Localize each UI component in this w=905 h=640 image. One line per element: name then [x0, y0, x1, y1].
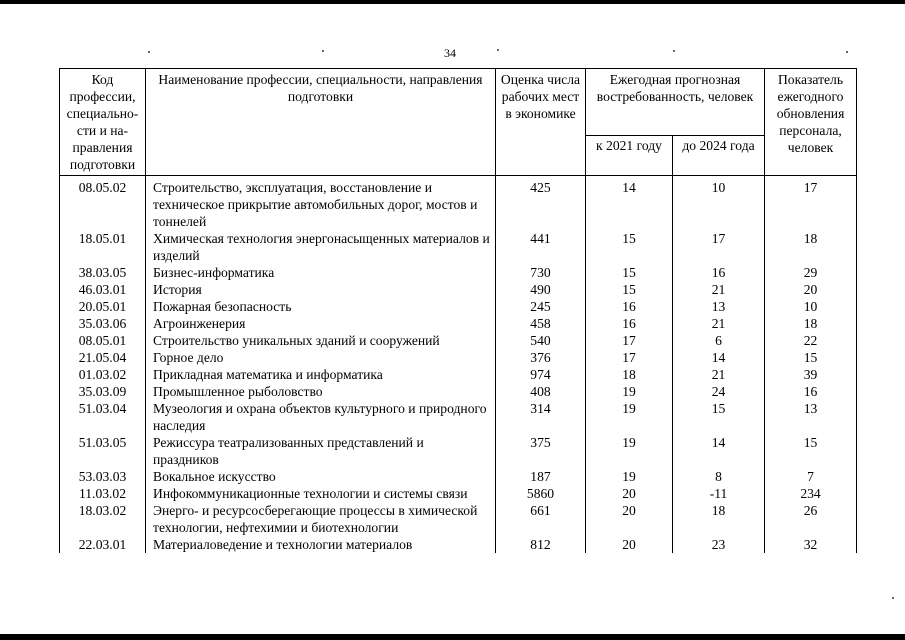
row-name: Агроинженерия: [146, 315, 496, 332]
row-renewal: 7: [765, 468, 857, 485]
row-name: Вокальное искусство: [146, 468, 496, 485]
row-demand-2024: 18: [673, 502, 765, 536]
row-renewal: 39: [765, 366, 857, 383]
header-estimate: Оценка числа рабочих мест в экономике: [496, 69, 586, 176]
row-code: 18.03.02: [60, 502, 146, 536]
row-estimate: 187: [496, 468, 586, 485]
row-code: 51.03.04: [60, 400, 146, 434]
row-renewal: 10: [765, 298, 857, 315]
row-code: 21.05.04: [60, 349, 146, 366]
row-demand-2021: 16: [586, 315, 673, 332]
row-demand-2024: 16: [673, 264, 765, 281]
row-estimate: 458: [496, 315, 586, 332]
row-demand-2021: 19: [586, 383, 673, 400]
table-row: [60, 485, 857, 502]
row-demand-2021: 19: [586, 468, 673, 485]
row-name: Инфокоммуникационные технологии и системы связи: [146, 485, 496, 502]
row-demand-2024: 23: [673, 536, 765, 553]
table-row: [60, 332, 857, 349]
row-code: 53.03.03: [60, 468, 146, 485]
row-renewal: 15: [765, 349, 857, 366]
row-demand-2024: 8: [673, 468, 765, 485]
table-row: [60, 366, 857, 383]
row-estimate: 5860: [496, 485, 586, 502]
row-demand-2021: 15: [586, 230, 673, 264]
row-renewal: 234: [765, 485, 857, 502]
row-demand-2024: 13: [673, 298, 765, 315]
row-renewal: 17: [765, 176, 857, 231]
row-name: Строительство уникальных зданий и сооружений: [146, 332, 496, 349]
row-estimate: 540: [496, 332, 586, 349]
row-demand-2021: 15: [586, 264, 673, 281]
row-demand-2024: 21: [673, 366, 765, 383]
row-estimate: 490: [496, 281, 586, 298]
row-estimate: 408: [496, 383, 586, 400]
row-renewal: 18: [765, 230, 857, 264]
row-name: Строительство, эксплуатация, восстановление и техническое прикрытие автомобильных дорог, мостов и тоннелей: [146, 176, 496, 231]
row-name: Энерго- и ресурсосберегающие процессы в химической технологии, нефтехимии и биотехнологии: [146, 502, 496, 536]
row-demand-2021: 20: [586, 485, 673, 502]
table-row: [60, 349, 857, 366]
row-estimate: 974: [496, 366, 586, 383]
row-demand-2021: 17: [586, 332, 673, 349]
row-name: Пожарная безопасность: [146, 298, 496, 315]
row-code: 35.03.06: [60, 315, 146, 332]
row-demand-2024: 24: [673, 383, 765, 400]
row-estimate: 730: [496, 264, 586, 281]
table-row: [60, 434, 857, 468]
row-name: Прикладная математика и информатика: [146, 366, 496, 383]
row-estimate: 441: [496, 230, 586, 264]
row-name: Бизнес-информатика: [146, 264, 496, 281]
scan-speck: [892, 597, 894, 599]
scan-speck: [148, 51, 150, 53]
row-demand-2021: 20: [586, 502, 673, 536]
row-code: 11.03.02: [60, 485, 146, 502]
row-demand-2021: 18: [586, 366, 673, 383]
row-code: 35.03.09: [60, 383, 146, 400]
row-name: Музеология и охрана объектов культурного и природного наследия: [146, 400, 496, 434]
table-row: [60, 264, 857, 281]
table-row: [60, 230, 857, 264]
table-row: [60, 281, 857, 298]
scan-speck: [497, 49, 499, 51]
row-demand-2024: 14: [673, 434, 765, 468]
row-code: 01.03.02: [60, 366, 146, 383]
row-code: 22.03.01: [60, 536, 146, 553]
scan-bottom-edge: [0, 634, 905, 640]
row-name: Промышленное рыболовство: [146, 383, 496, 400]
row-demand-2021: 16: [586, 298, 673, 315]
row-renewal: 18: [765, 315, 857, 332]
row-estimate: 375: [496, 434, 586, 468]
row-estimate: 245: [496, 298, 586, 315]
row-name: Режиссура театрализованных представлений и праздников: [146, 434, 496, 468]
row-demand-2024: 14: [673, 349, 765, 366]
row-renewal: 13: [765, 400, 857, 434]
row-name: Горное дело: [146, 349, 496, 366]
row-code: 08.05.01: [60, 332, 146, 349]
row-demand-2021: 19: [586, 400, 673, 434]
row-estimate: 661: [496, 502, 586, 536]
scan-speck: [673, 50, 675, 52]
header-name: Наименование профессии, специальности, направления подготовки: [146, 69, 496, 176]
row-estimate: 314: [496, 400, 586, 434]
header-demand-2021: к 2021 году: [586, 136, 673, 176]
header-demand: Ежегодная прогнозная востребованность, человек: [586, 69, 765, 136]
header-code: Код профессии, специально-сти и на-правления подготовки: [60, 69, 146, 176]
row-estimate: 812: [496, 536, 586, 553]
row-demand-2024: 6: [673, 332, 765, 349]
row-code: 38.03.05: [60, 264, 146, 281]
demand-table: [59, 68, 857, 553]
row-code: 20.05.01: [60, 298, 146, 315]
scan-speck: [846, 51, 848, 53]
header-demand-2024: до 2024 года: [673, 136, 765, 176]
row-estimate: 425: [496, 176, 586, 231]
row-demand-2024: -11: [673, 485, 765, 502]
table-row: [60, 298, 857, 315]
row-renewal: 15: [765, 434, 857, 468]
table-row: [60, 400, 857, 434]
row-code: 51.03.05: [60, 434, 146, 468]
row-renewal: 32: [765, 536, 857, 553]
row-renewal: 29: [765, 264, 857, 281]
row-demand-2021: 17: [586, 349, 673, 366]
table-row: [60, 502, 857, 536]
row-demand-2021: 19: [586, 434, 673, 468]
row-demand-2021: 14: [586, 176, 673, 231]
row-demand-2021: 15: [586, 281, 673, 298]
table-row: [60, 383, 857, 400]
row-demand-2024: 21: [673, 281, 765, 298]
row-name: Материаловедение и технологии материалов: [146, 536, 496, 553]
header-renewal: Показатель ежегодного обновления персонала, человек: [765, 69, 857, 176]
row-demand-2021: 20: [586, 536, 673, 553]
table-row: [60, 176, 857, 231]
row-demand-2024: 10: [673, 176, 765, 231]
table-row: [60, 536, 857, 553]
row-name: История: [146, 281, 496, 298]
row-demand-2024: 21: [673, 315, 765, 332]
row-renewal: 26: [765, 502, 857, 536]
row-renewal: 20: [765, 281, 857, 298]
row-demand-2024: 17: [673, 230, 765, 264]
row-estimate: 376: [496, 349, 586, 366]
table-row: [60, 468, 857, 485]
scan-top-edge: [0, 0, 905, 4]
row-name: Химическая технология энергонасыщенных материалов и изделий: [146, 230, 496, 264]
page-number: 34: [444, 46, 456, 60]
row-renewal: 22: [765, 332, 857, 349]
row-code: 46.03.01: [60, 281, 146, 298]
row-code: 08.05.02: [60, 176, 146, 231]
scan-speck: [322, 50, 324, 52]
row-renewal: 16: [765, 383, 857, 400]
row-code: 18.05.01: [60, 230, 146, 264]
table-row: [60, 315, 857, 332]
row-demand-2024: 15: [673, 400, 765, 434]
